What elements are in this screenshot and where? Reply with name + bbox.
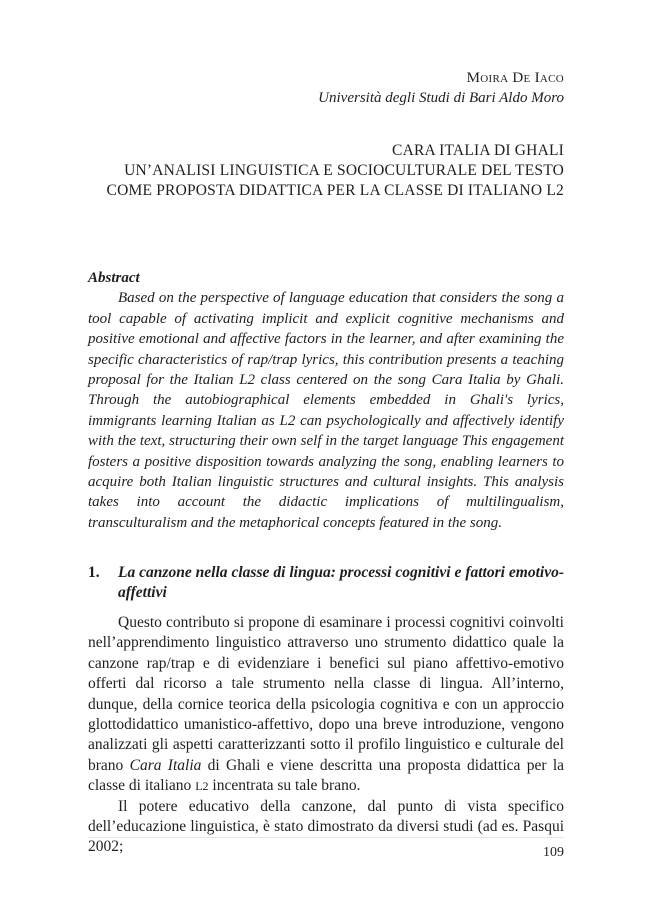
paragraph-2: Il potere educativo della canzone, dal punto di vista specifico dell’educazione linguistica, è stato dimostrato da diversi studi (ad es. Pasqui 2002; [88, 797, 564, 856]
footer-divider [88, 837, 564, 838]
title-line-3: COME PROPOSTA DIDATTICA PER LA CLASSE DI ITALIANO L2 [106, 182, 564, 199]
paper-title [107, 141, 564, 201]
author-affiliation: Università degli Studi di Bari Aldo Moro [318, 90, 564, 106]
title-line-1: CARA ITALIA DI GHALI [392, 142, 564, 159]
section-heading [88, 563, 564, 603]
paragraph-1-part-c: incentrata su tale brano. [208, 777, 361, 795]
abstract [88, 268, 564, 533]
paragraph-1 [88, 613, 564, 797]
l2-abbr: L2 [195, 779, 209, 794]
song-title: Cara Italia [129, 756, 202, 774]
abstract-text: Based on the perspective of language education that considers the song a tool capable of activating implicit and explicit cognitive mechanisms and positive emotional and affective factors in the learner, and after examining the specific characteristics of rap/trap lyrics, this contribution presents a teaching proposal for the Italian L2 class centered on the song Cara Italia by Ghali. Through the autobiographical elements embedded in Ghali's lyrics, immigrants learning Italian as L2 can psychologically and affectively identify with the text, structuring their own self in the target language This engagement fosters a positive disposition towards analyzing the song, enabling learners to acquire both Italian linguistic structures and cultural insights. This analysis takes into account the didactic implications of multilingualism, transculturalism and the metaphorical concepts featured in the song. [88, 290, 564, 531]
author-name: Moira De Iaco [466, 70, 564, 86]
paragraph-1-part-b: di Ghali e viene descritta una proposta didattica per la classe di italiano [88, 756, 565, 795]
page-number: 109 [543, 845, 564, 860]
title-line-2: UN’ANALISI LINGUISTICA E SOCIOCULTURALE DEL TESTO [124, 162, 564, 179]
section-title: La canzone nella classe di lingua: processi cognitivi e fattori emotivo-affettivi [118, 564, 564, 601]
abstract-heading: Abstract [88, 270, 140, 286]
author-block [318, 68, 564, 108]
paragraph-1-part-a: Questo contributo si propone di esaminare i processi cognitivi coinvolti nell’apprendimento linguistico attraverso uno strumento didattico quale la canzone rap/trap e di evidenziare i benefici sul piano affettivo-emotivo offerti dal ricorso a tale strumento nella classe di lingua. All’interno, dunque, della cornice teorica della psicologia cognitiva e con un approccio glottodidattico umanistico-affettivo, dopo una breve introduzione, vengono analizzati gli aspetti caratterizzanti sotto il profilo linguistico e culturale del brano [88, 614, 564, 774]
section-number: 1. [88, 564, 100, 581]
body-text [88, 613, 564, 858]
